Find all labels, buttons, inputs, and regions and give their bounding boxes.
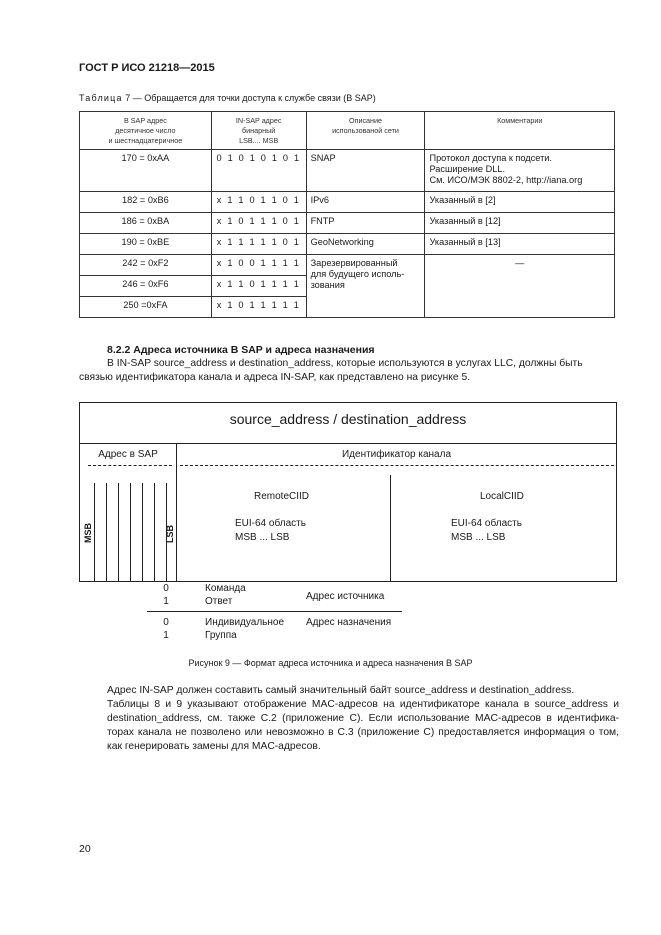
channel-identifier-underline	[180, 465, 614, 466]
bit-divider	[118, 483, 119, 581]
table-caption-text: 7 — Обращается для точки доступа к службе связи (B SAP)	[122, 93, 376, 103]
msb-label: MSB	[83, 523, 93, 543]
closing-paragraph-1: Адрес IN-SAP должен составить самый значительный байт source_address и destination_address.	[107, 685, 575, 696]
legend-divider	[147, 611, 402, 612]
cell-comment: Указанный в [12]	[425, 213, 615, 234]
cell-hex: 242 = 0xF2	[80, 255, 212, 276]
channel-identifier-label: Идентификатор канала	[341, 449, 452, 460]
column-header-description: Описание использованой сети	[306, 112, 425, 150]
sap-label-underline	[88, 465, 172, 466]
cell-comment: Указанный в [2]	[425, 192, 615, 213]
table-row	[80, 255, 615, 276]
bit-divider	[154, 483, 155, 581]
table-caption-label: Таблица	[79, 93, 123, 103]
section-title: 8.2.2 Адреса источника B SAP и адреса назначения	[107, 344, 375, 356]
legend-destination-items: Индивидуальное Группа	[205, 617, 285, 641]
cell-network: SNAP	[306, 150, 425, 192]
cell-hex: 246 = 0xF6	[80, 276, 212, 297]
cell-binary: x 1 1 0 1 1 0 1	[211, 192, 306, 213]
cell-reserved-note: Зарезервированный для будущего исполь- зования	[306, 255, 425, 318]
bit-divider	[106, 483, 107, 581]
local-ciid-title: LocalCIID	[480, 491, 524, 502]
cell-network: IPv6	[306, 192, 425, 213]
figure-top-label: source_address / destination_address	[229, 411, 467, 427]
cell-binary: x 1 1 0 1 1 1 1	[211, 276, 306, 297]
cell-hex: 182 = 0xB6	[80, 192, 212, 213]
bit-divider	[94, 483, 95, 581]
cell-binary: x 1 0 1 1 1 0 1	[211, 213, 306, 234]
remote-ciid-body: EUI-64 область MSB ... LSB	[235, 518, 306, 543]
closing-paragraph-2: Таблицы 8 и 9 указывают отображение MAC-адресов на идентификаторе канала в source_address и destination_address, см. также C.2 (приложение C). Если использование MAC-адресов в идентифика-торах канала не позволено или невозможно в C.3 (приложение C) предоставляется информация о том, как генерировать замены для MAC-адресов.	[107, 699, 619, 752]
legend-destination-label: Адрес назначения	[306, 617, 392, 628]
cell-comment: Указанный в [13]	[425, 234, 615, 255]
cell-hex: 170 = 0xAA	[80, 150, 212, 192]
figure-caption: Рисунок 9 — Формат адреса источника и адреса назначения B SAP	[188, 658, 473, 668]
column-header-comments: Комментарии	[425, 112, 615, 150]
table-caption	[79, 93, 376, 103]
ciid-divider	[390, 475, 391, 581]
lsb-label: LSB	[165, 525, 175, 543]
legend-source-items: Команда Ответ	[205, 583, 246, 607]
closing-text	[79, 684, 619, 754]
remote-ciid-title: RemoteCIID	[254, 491, 310, 502]
cell-reserved-comment: —	[425, 255, 615, 318]
table-row	[80, 192, 615, 213]
local-ciid-body: EUI-64 область MSB ... LSB	[451, 518, 522, 543]
sap-address-label: Адрес в SAP	[98, 449, 158, 460]
cell-binary: x 1 0 0 1 1 1 1	[211, 255, 306, 276]
table-header-row	[80, 112, 615, 150]
document-header: ГОСТ Р ИСО 21218—2015	[79, 62, 215, 74]
column-header-b-sap: B SAP адрес десятичное число и шестнадцатеричное	[80, 112, 212, 150]
legend-source-bits: 0 1	[163, 583, 169, 607]
figure-9	[79, 402, 617, 582]
cell-hex: 186 = 0xBA	[80, 213, 212, 234]
legend-destination-bits: 0 1	[163, 617, 169, 641]
cell-hex: 190 = 0xBE	[80, 234, 212, 255]
section-paragraph: B IN-SAP source_address и destination_address, которые используются в услугах LLC, должны быть связью идентификатора канала и адреса IN-SAP, как представлено на рисунке 5.	[79, 358, 583, 383]
page-number: 20	[79, 843, 91, 855]
legend-source-label: Адрес источника	[306, 591, 385, 602]
table-row	[80, 213, 615, 234]
column-header-in-sap: IN-SAP адрес бинарный LSB.... MSB	[211, 112, 306, 150]
table-7	[79, 111, 615, 318]
cell-binary: 0 1 0 1 0 1 0 1	[211, 150, 306, 192]
bit-divider	[142, 483, 143, 581]
bit-divider	[130, 483, 131, 581]
cell-hex: 250 =0xFA	[80, 297, 212, 318]
cell-binary: x 1 0 1 1 1 1 1	[211, 297, 306, 318]
cell-network: FNTP	[306, 213, 425, 234]
cell-network: GeoNetworking	[306, 234, 425, 255]
cell-binary: x 1 1 1 1 1 0 1	[211, 234, 306, 255]
cell-comment: Протокол доступа к подсети. Расширение DLL. См. ИСО/МЭК 8802-2, http://iana.org	[425, 150, 615, 192]
table-row	[80, 150, 615, 192]
table-row	[80, 234, 615, 255]
